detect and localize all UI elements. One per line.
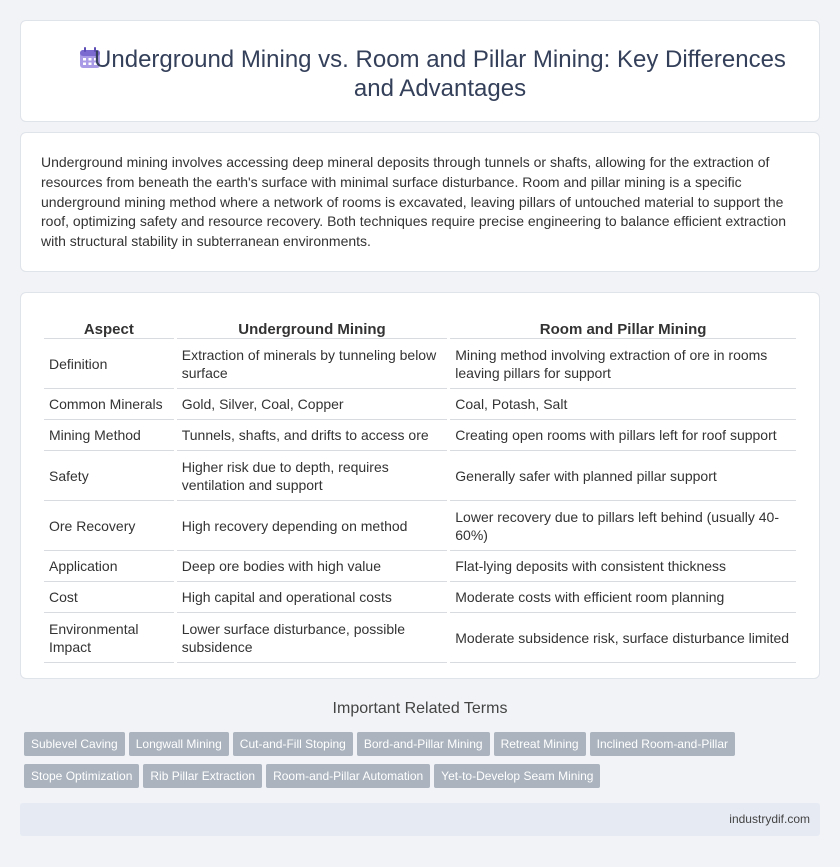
aspect-cell: Cost	[44, 582, 174, 613]
room-pillar-cell: Coal, Potash, Salt	[450, 389, 796, 420]
room-pillar-cell: Moderate subsidence risk, surface disturbance limited	[450, 613, 796, 663]
header-underground-mining: Underground Mining	[177, 317, 448, 339]
room-pillar-cell: Mining method involving extraction of ore in rooms leaving pillars for support	[450, 339, 796, 389]
underground-cell: High recovery depending on method	[177, 501, 448, 551]
underground-cell: High capital and operational costs	[177, 582, 448, 613]
related-terms-list	[24, 732, 824, 796]
aspect-cell: Application	[44, 551, 174, 582]
related-term-tag[interactable]: Yet-to-Develop Seam Mining	[434, 764, 600, 788]
aspect-cell: Safety	[44, 451, 174, 501]
intro-paragraph: Underground mining involves accessing deep mineral deposits through tunnels or shafts, allowing for the extraction of resources from beneath the earth's surface with minimal surface disturbance. Room and pillar mining is a specific underground mining method where a network of rooms is excavated, leaving pillars of untouched material to support the roof, optimizing safety and resource recovery. Both techniques require precise engineering to balance efficient extraction with structural stability in subterranean environments.	[41, 154, 787, 250]
underground-cell: Higher risk due to depth, requires ventilation and support	[177, 451, 448, 501]
underground-cell: Deep ore bodies with high value	[177, 551, 448, 582]
intro-card	[20, 132, 820, 272]
related-term-tag[interactable]: Cut-and-Fill Stoping	[233, 732, 353, 756]
underground-cell: Lower surface disturbance, possible subsidence	[177, 613, 448, 663]
related-term-tag[interactable]: Inclined Room-and-Pillar	[590, 732, 735, 756]
aspect-cell: Mining Method	[44, 420, 174, 451]
related-term-tag[interactable]: Rib Pillar Extraction	[143, 764, 262, 788]
aspect-cell: Environmental Impact	[44, 613, 174, 663]
room-pillar-cell: Generally safer with planned pillar support	[450, 451, 796, 501]
table-row	[44, 420, 796, 451]
title-card	[20, 20, 820, 122]
header-aspect: Aspect	[44, 317, 174, 339]
underground-cell: Tunnels, shafts, and drifts to access ore	[177, 420, 448, 451]
related-terms-heading: Important Related Terms	[332, 700, 508, 717]
related-term-tag[interactable]: Longwall Mining	[129, 732, 229, 756]
underground-cell: Extraction of minerals by tunneling below surface	[177, 339, 448, 389]
room-pillar-cell: Lower recovery due to pillars left behind (usually 40-60%)	[450, 501, 796, 551]
related-term-tag[interactable]: Bord-and-Pillar Mining	[357, 732, 490, 756]
table-row	[44, 389, 796, 420]
aspect-cell: Definition	[44, 339, 174, 389]
table-row	[44, 451, 796, 501]
room-pillar-cell: Flat-lying deposits with consistent thickness	[450, 551, 796, 582]
table-row	[44, 501, 796, 551]
room-pillar-cell: Creating open rooms with pillars left for roof support	[450, 420, 796, 451]
footer-site[interactable]: industrydif.com	[729, 812, 810, 826]
room-pillar-cell: Moderate costs with efficient room planning	[450, 582, 796, 613]
footer	[20, 803, 820, 836]
table-header-row	[44, 317, 796, 339]
comparison-table	[41, 317, 799, 663]
related-term-tag[interactable]: Sublevel Caving	[24, 732, 125, 756]
related-term-tag[interactable]: Retreat Mining	[494, 732, 586, 756]
page-title: Underground Mining vs. Room and Pillar Mining: Key Differences and Advantages	[94, 46, 786, 102]
related-term-tag[interactable]: Room-and-Pillar Automation	[266, 764, 430, 788]
comparison-card	[20, 292, 820, 679]
aspect-cell: Common Minerals	[44, 389, 174, 420]
table-row	[44, 339, 796, 389]
table-row	[44, 551, 796, 582]
header-room-and-pillar-mining: Room and Pillar Mining	[450, 317, 796, 339]
table-row	[44, 582, 796, 613]
related-term-tag[interactable]: Stope Optimization	[24, 764, 139, 788]
table-row	[44, 613, 796, 663]
underground-cell: Gold, Silver, Coal, Copper	[177, 389, 448, 420]
aspect-cell: Ore Recovery	[44, 501, 174, 551]
